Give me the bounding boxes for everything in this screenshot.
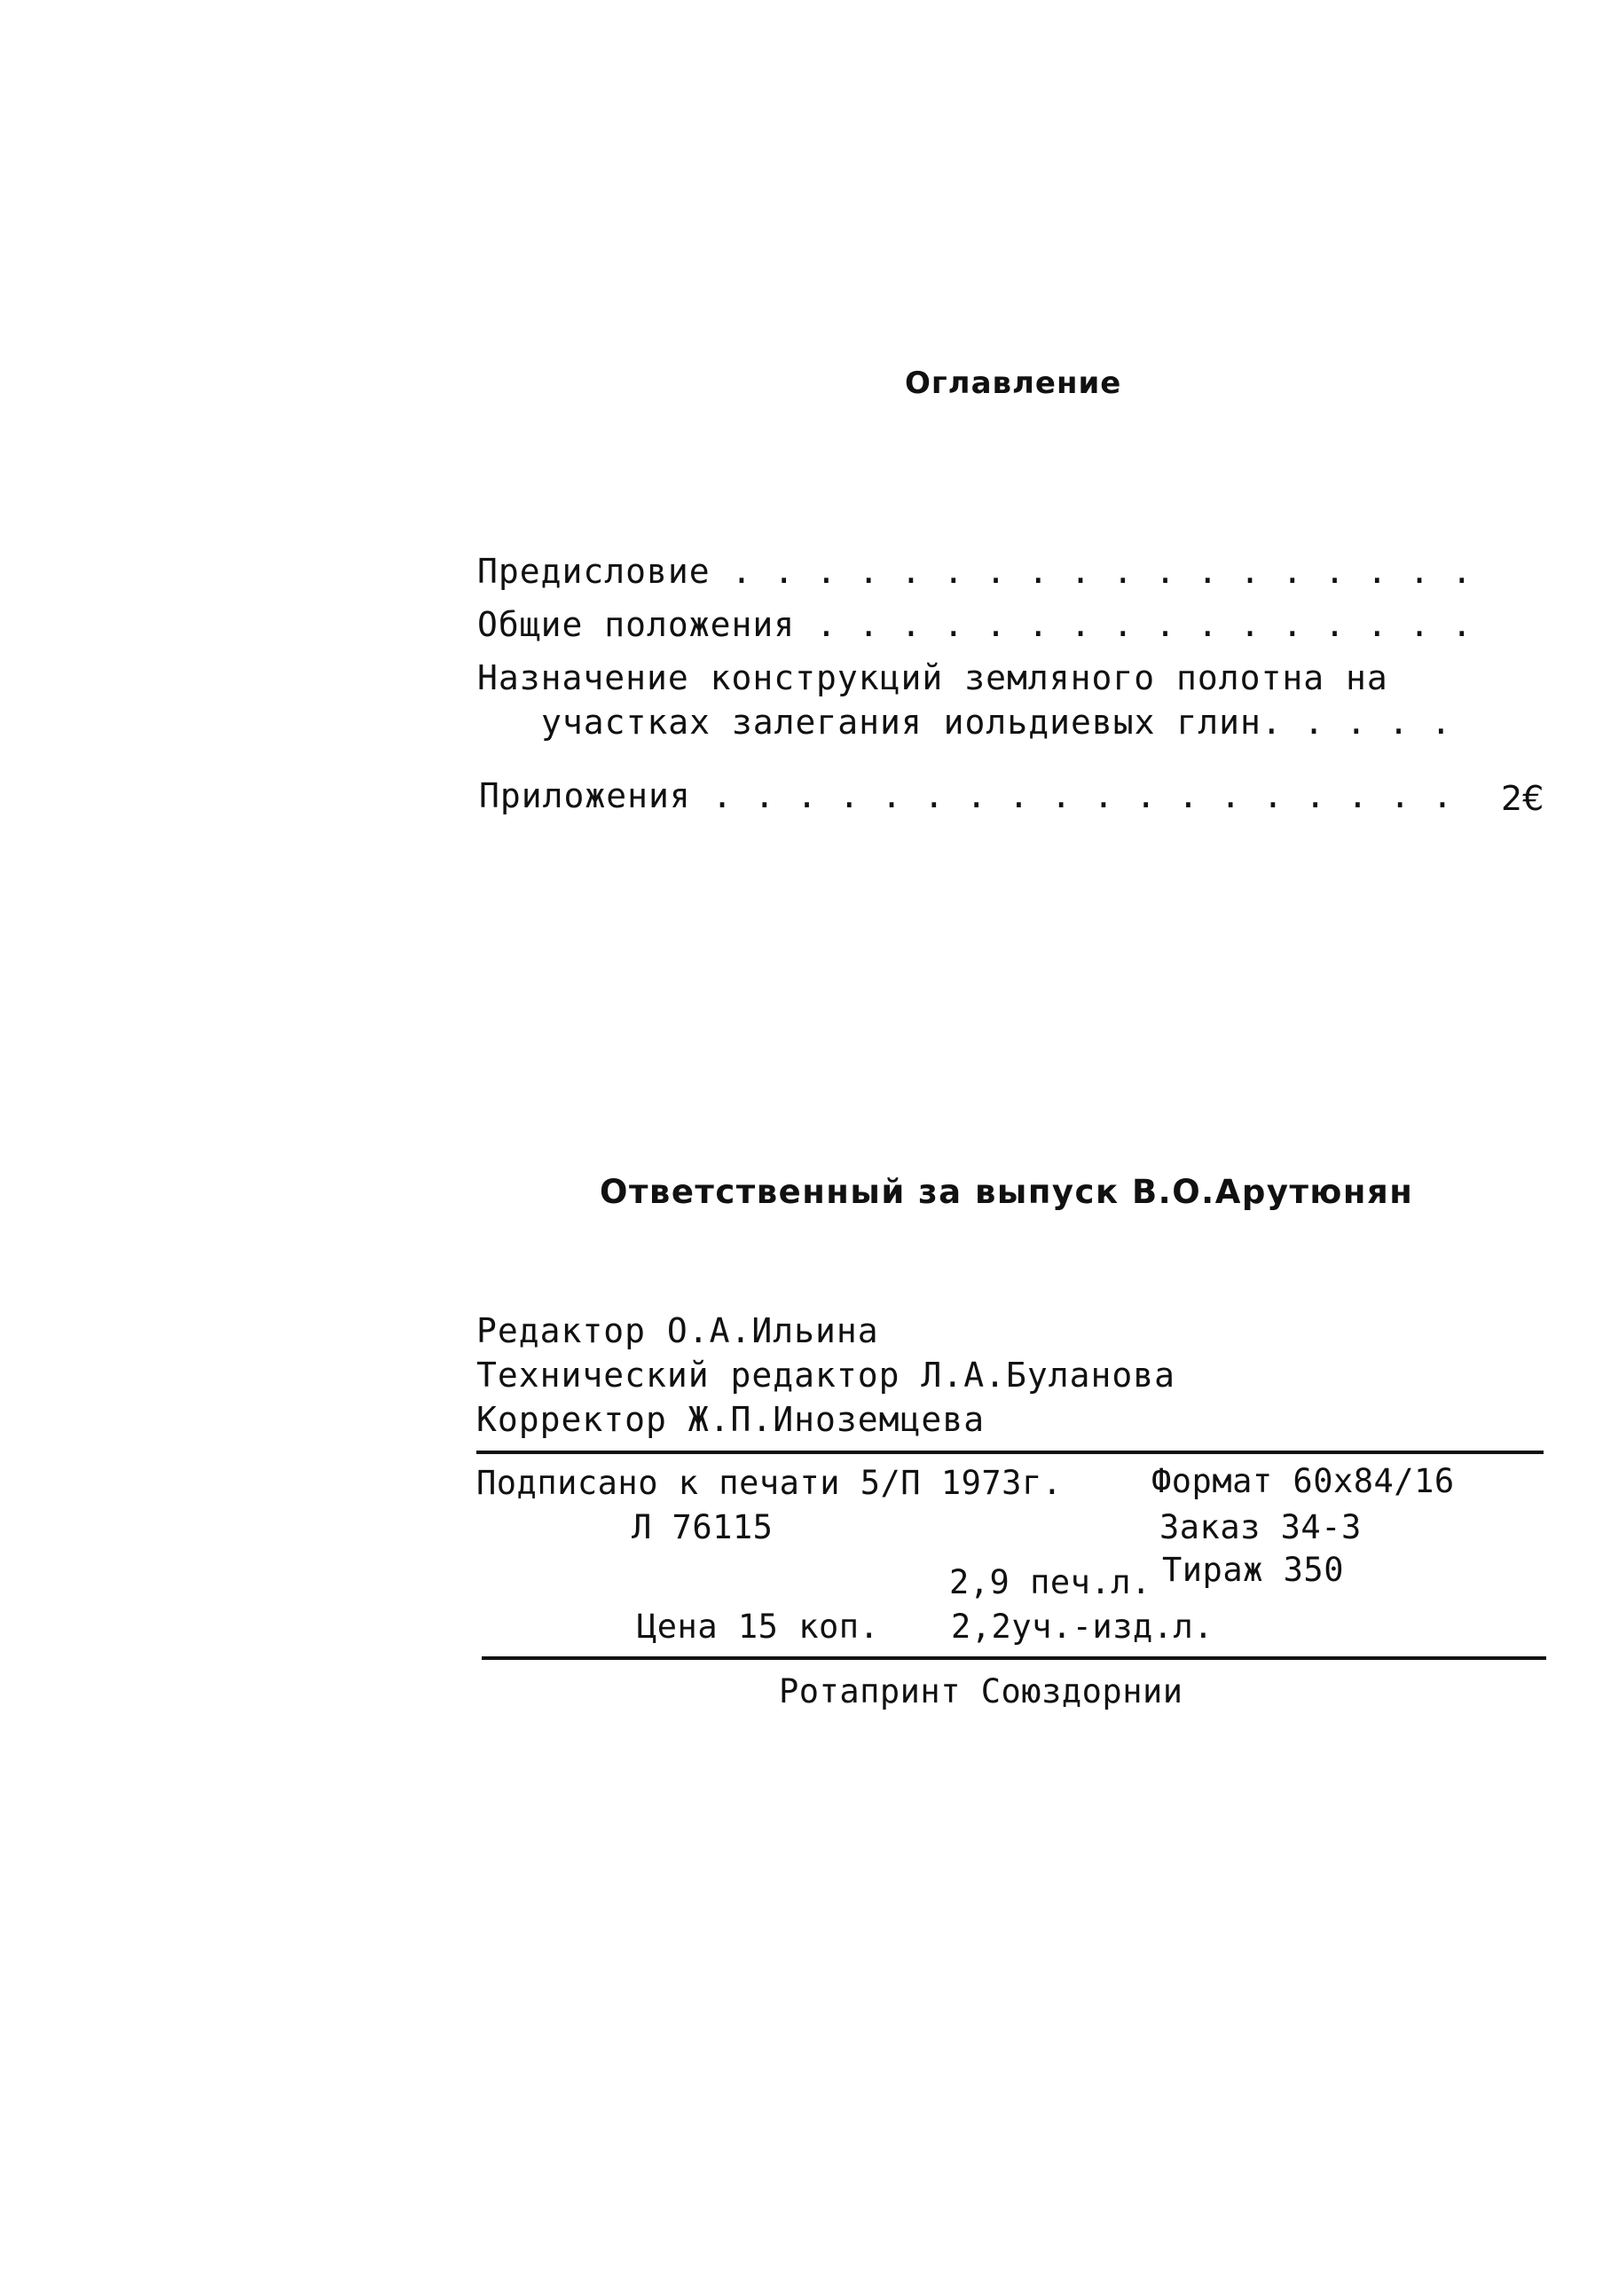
toc-page-appendices: 2€ — [1501, 779, 1544, 818]
price-line: Цена 15 коп. — [637, 1608, 880, 1646]
signed-line: Подписано к печати 5/П 1973г. — [476, 1464, 1063, 1502]
circulation-line: Тираж 350 — [1162, 1551, 1344, 1589]
format-line: Формат 60х84/16 — [1151, 1462, 1455, 1500]
toc-entry-preface: Предисловие . . . . . . . . . . . . . . . . . . — [477, 552, 1473, 591]
toc-title: Оглавление — [905, 366, 1122, 401]
pub-sheets-line: 2,2уч.-изд.л. — [951, 1608, 1214, 1646]
tech-editor-line: Технический редактор Л.А.Буланова — [476, 1356, 1175, 1395]
responsible-line: Ответственный за выпуск В.О.Арутюнян — [600, 1173, 1414, 1211]
license-line: Л 76115 — [632, 1508, 774, 1546]
imprint-top-rule — [476, 1451, 1544, 1454]
print-sheets-line: 2,9 печ.л. — [949, 1563, 1151, 1601]
printer-line: Ротапринт Союздорнии — [779, 1672, 1183, 1710]
toc-entry-purpose-line2: участках залегания иольдиевых глин. . . . . — [541, 703, 1452, 742]
toc-entry-general: Общие положения . . . . . . . . . . . . . . . . — [477, 605, 1473, 644]
editor-line: Редактор О.А.Ильина — [476, 1311, 879, 1350]
proofreader-line: Корректор Ж.П.Иноземцева — [476, 1400, 986, 1439]
toc-entry-appendices: Приложения . . . . . . . . . . . . . . . . . . — [479, 776, 1454, 815]
toc-entry-purpose-line1: Назначение конструкций земляного полотна на — [477, 658, 1388, 697]
order-line: Заказ 34-3 — [1159, 1508, 1362, 1546]
imprint-bottom-rule — [482, 1656, 1546, 1660]
